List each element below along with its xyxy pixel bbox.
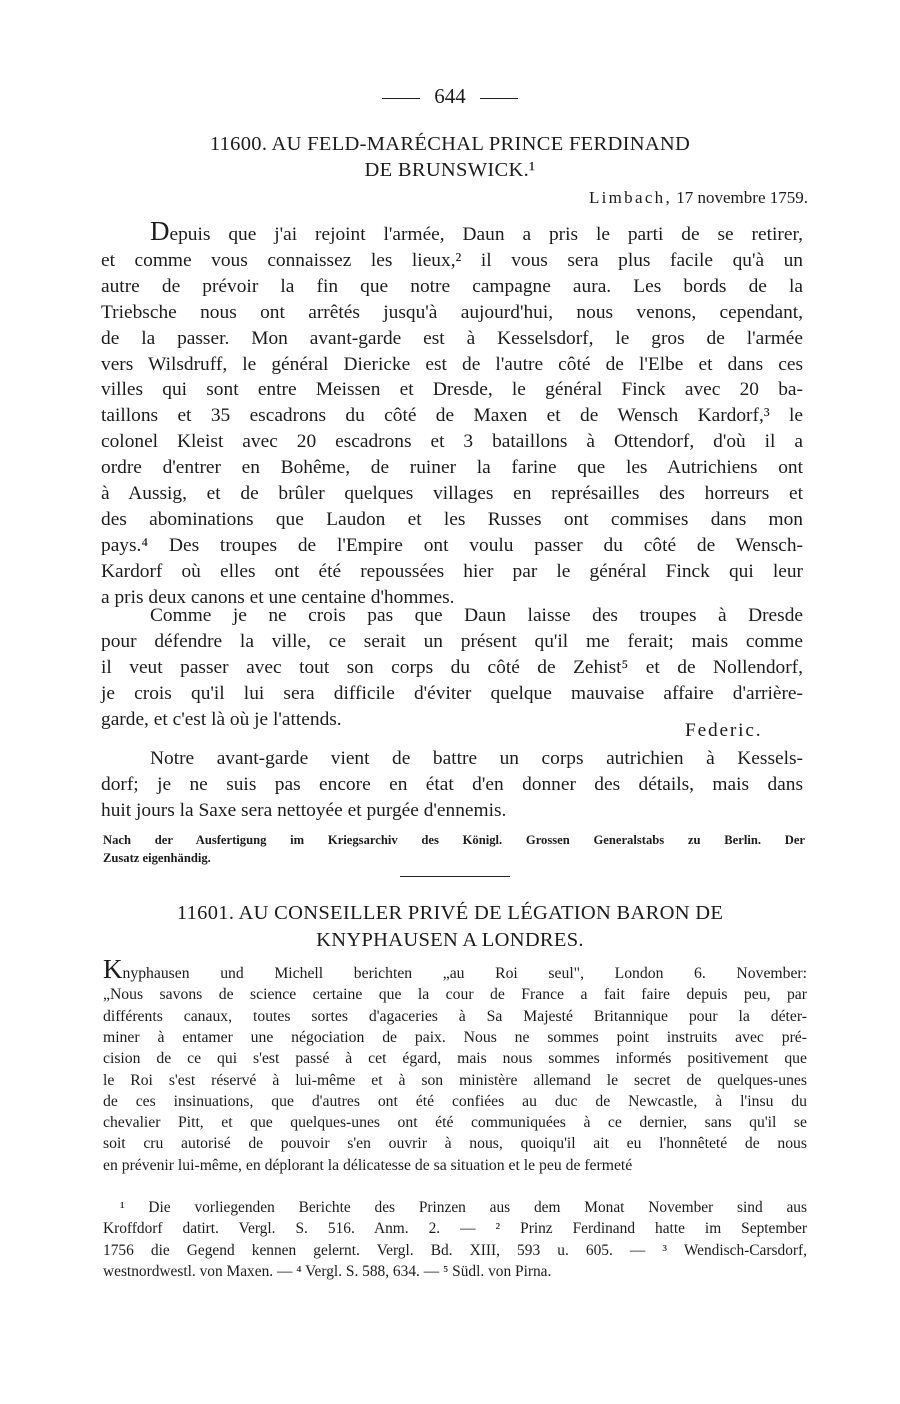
letter1-paragraph1-line: vers Wilsdruff, le général Diericke est de l'autre côté de l'Elbe et dans ces	[101, 353, 803, 375]
letter1-paragraph1-line: autre de prévoir la fin que notre campagne aura. Les bords de la	[101, 275, 803, 297]
letter1-paragraph2-line: pour défendre la ville, ce serait un présent qu'il me ferait; mais comme	[101, 630, 803, 652]
letter2-paragraph-line: chevalier Pitt, et que quelques-unes ont été communiquées à ce dernier, sans qu'il se	[103, 1114, 807, 1132]
letter1-heading-line2: DE BRUNSWICK.¹	[364, 159, 536, 181]
letter2-paragraph-line: différents canaux, toutes sortes d'agaceries à Sa Majesté Britannique pour la déter-	[103, 1007, 807, 1025]
letter2-paragraph-line: de ces insinuations, que d'autres ont été confiées au duc de Newcastle, à l'insu du	[103, 1092, 807, 1110]
source-note-line: Zusatz eigenhändig.	[103, 851, 211, 865]
letter1-paragraph1-line: Kardorf où elles ont été repoussées hier par le général Finck qui leur	[101, 560, 803, 582]
letter2-heading-line2: KNYPHAUSEN A LONDRES.	[316, 929, 584, 951]
line-text: epuis que j'ai rejoint l'armée, Daun a pris le parti de se retirer,	[169, 224, 803, 245]
letter1-paragraph1-line: taillons et 35 escadrons du côté de Maxen et de Wensch Kardorf,³ le	[101, 405, 803, 427]
page-number-rule-left	[382, 98, 420, 99]
postscript-line: dorf; je ne suis pas encore en état d'en donner des détails, mais dans	[101, 773, 803, 795]
letter2-heading-line1: 11601. AU CONSEILLER PRIVÉ DE LÉGATION BARON DE	[176, 902, 724, 924]
page-number	[0, 84, 900, 109]
page-number-rule-right	[480, 98, 518, 99]
letter1-paragraph2-line: garde, et c'est là où je l'attends.	[101, 708, 342, 730]
drop-cap: K	[103, 954, 123, 984]
footnote-line: Kroffdorf datirt. Vergl. S. 516. Anm. 2. — ² Prinz Ferdinand hatte im September	[103, 1220, 807, 1238]
letter1-place-date	[589, 188, 808, 208]
letter1-paragraph1-line	[150, 216, 803, 246]
letter1-paragraph1-line: des abominations que Laudon et les Russes ont commises dans mon	[101, 508, 803, 530]
postscript-line: Notre avant-garde vient de battre un corps autrichien à Kessels-	[150, 748, 803, 769]
letter2-paragraph-line: „Nous savons de science certaine que la cour de France a fait faire depuis peu, par	[103, 986, 807, 1004]
footnote-line: ¹ Die vorliegenden Berichte des Prinzen aus dem Monat November sind aus	[120, 1199, 807, 1216]
footnote-line: westnordwestl. von Maxen. — ⁴ Vergl. S. 588, 634. — ⁵ Südl. von Pirna.	[103, 1262, 552, 1280]
letter2-paragraph-line	[103, 954, 807, 984]
letter1-paragraph1-line: colonel Kleist avec 20 escadrons et 3 bataillons à Ottendorf, d'où il a	[101, 431, 803, 453]
letter2-paragraph-line: cision de ce qui s'est passé à cet égard, mais nous sommes informés positivement que	[103, 1050, 807, 1068]
letter1-paragraph1-line: Triebsche nous ont arrêtés jusqu'à aujourd'hui, nous venons, cependant,	[101, 301, 803, 323]
line-text: nyphausen und Michell berichten „au Roi seul", London 6. November:	[122, 965, 807, 982]
letter1-paragraph1-line: et comme vous connaissez les lieux,² il vous sera plus facile qu'à un	[101, 249, 803, 271]
place-name: Limbach,	[588, 188, 673, 207]
letter1-paragraph2-line: je crois qu'il lui sera difficile d'éviter quelque mauvaise affaire d'arrière-	[101, 682, 803, 704]
letter1-paragraph1-line: villes qui sont entre Meissen et Dresde, le général Finck avec 20 ba-	[101, 379, 803, 401]
letter1-paragraph1-line: de la passer. Mon avant-garde est à Kesselsdorf, le gros de l'armée	[101, 327, 803, 349]
letter2-paragraph-line: en prévenir lui-même, en déplorant la délicatesse de sa situation et le peu de fermeté	[103, 1156, 633, 1174]
signature: Federic.	[685, 720, 763, 741]
letter2-paragraph-line: miner à entamer une négociation de paix. Nous ne sommes point instruits avec pré-	[103, 1028, 807, 1046]
drop-cap: D	[150, 216, 170, 246]
letter1-paragraph1-line: ordre d'entrer en Bohême, de ruiner la farine que les Autrichiens ont	[101, 457, 803, 479]
page-number-text: 644	[434, 84, 466, 108]
letter2-paragraph-line: le Roi s'est réservé à lui-même et à son ministère allemand le secret de quelques-unes	[103, 1071, 807, 1089]
letter1-paragraph2-line: il veut passer avec tout son corps du côté de Zehist⁵ et de Nollendorf,	[101, 656, 803, 678]
letter1-heading-line1: 11600. AU FELD-MARÉCHAL PRINCE FERDINAND	[209, 133, 691, 155]
letter1-paragraph2-line: Comme je ne crois pas que Daun laisse des troupes à Dresde	[150, 605, 803, 626]
letter1-paragraph1-line: pays.⁴ Des troupes de l'Empire ont voulu passer du côté de Wensch-	[101, 534, 803, 556]
letter1-paragraph1-line: à Aussig, et de brûler quelques villages en représailles des horreurs et	[101, 483, 803, 504]
section-divider	[400, 876, 510, 877]
letter1-paragraph1-line: a pris deux canons et une centaine d'hommes.	[101, 586, 455, 608]
letter2-paragraph-line: soit cru autorisé de pouvoir s'en ouvrir à nous, quoiqu'il ait eu l'honnêteté de nous	[103, 1135, 807, 1153]
letter-date: 17 novembre 1759.	[676, 188, 808, 207]
footnote-line: 1756 die Gegend kennen gelernt. Vergl. Bd. XIII, 593 u. 605. — ³ Wendisch-Carsdorf,	[103, 1241, 807, 1259]
source-note-line: Nach der Ausfertigung im Kriegsarchiv des Königl. Grossen Generalstabs zu Berlin. Der	[103, 833, 805, 847]
postscript-line: huit jours la Saxe sera nettoyée et purgée d'ennemis.	[101, 799, 507, 821]
